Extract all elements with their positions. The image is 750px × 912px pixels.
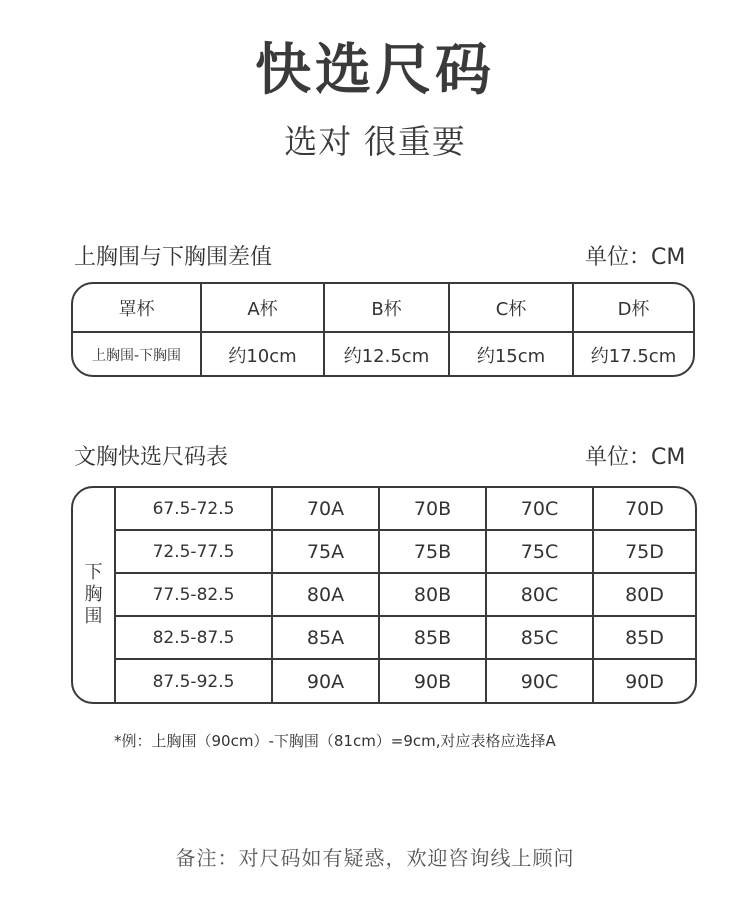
size-cell: 70D xyxy=(625,497,664,520)
value-cell: 约15cm xyxy=(450,333,574,377)
size-cell: 70B xyxy=(380,488,487,529)
cup-diff-table xyxy=(71,282,695,377)
range-cell: 72.5-77.5 xyxy=(116,531,273,572)
cup-diff-value-row xyxy=(73,333,693,377)
size-cell: 70C xyxy=(487,488,594,529)
table-row xyxy=(116,488,695,531)
size-cell: 75D xyxy=(625,540,664,563)
size-cell: 80C xyxy=(487,574,594,615)
header-cell: A杯 xyxy=(202,284,325,331)
cup-diff-header-row xyxy=(73,284,693,333)
size-cell: 85C xyxy=(487,617,594,658)
table-row xyxy=(116,531,695,574)
header-cell: D杯 xyxy=(617,298,650,320)
size-grid xyxy=(116,488,695,702)
size-cell: 80D xyxy=(625,583,664,606)
size-cell: 75B xyxy=(380,531,487,572)
table-row xyxy=(116,617,695,660)
size-cell: 75A xyxy=(273,531,380,572)
header-cell: 罩杯 xyxy=(73,284,202,331)
size-table-title: 文胸快选尺码表 xyxy=(74,445,229,470)
size-cell: 85D xyxy=(625,626,664,649)
size-cell: 75C xyxy=(487,531,594,572)
size-cell: 70A xyxy=(273,488,380,529)
size-cell: 90C xyxy=(487,660,594,703)
range-cell: 77.5-82.5 xyxy=(116,574,273,615)
size-cell: 90B xyxy=(380,660,487,703)
size-cell: 90D xyxy=(625,670,664,693)
footer-note: 备注：对尺码如有疑惑，欢迎咨询线上顾问 xyxy=(175,846,575,870)
range-cell: 67.5-72.5 xyxy=(116,488,273,529)
value-cell: 约17.5cm xyxy=(590,346,677,367)
range-cell: 87.5-92.5 xyxy=(116,660,273,703)
size-table xyxy=(71,486,697,704)
side-label xyxy=(73,488,116,702)
cup-diff-unit: 单位：CM xyxy=(585,245,686,270)
example-note: *例：上胸围（90cm）-下胸围（81cm）=9cm,对应表格应选择A xyxy=(114,732,556,750)
size-cell: 80B xyxy=(380,574,487,615)
header-cell: B杯 xyxy=(325,284,450,331)
size-cell: 80A xyxy=(273,574,380,615)
value-cell: 约10cm xyxy=(202,333,325,377)
table-row xyxy=(116,660,695,703)
value-cell: 约12.5cm xyxy=(325,333,450,377)
side-label-char: 胸 xyxy=(84,584,103,605)
header-cell: C杯 xyxy=(450,284,574,331)
size-cell: 90A xyxy=(273,660,380,703)
size-table-unit: 单位：CM xyxy=(585,445,686,470)
side-label-char: 围 xyxy=(84,606,103,627)
cup-diff-title: 上胸围与下胸围差值 xyxy=(74,245,273,270)
table-row xyxy=(116,574,695,617)
size-cell: 85A xyxy=(273,617,380,658)
row-label-cell: 上胸围-下胸围 xyxy=(73,333,202,377)
side-label-char: 下 xyxy=(84,562,103,583)
size-cell: 85B xyxy=(380,617,487,658)
range-cell: 82.5-87.5 xyxy=(116,617,273,658)
page-subtitle: 选对 很重要 xyxy=(284,122,466,161)
page-title: 快选尺码 xyxy=(255,38,495,103)
